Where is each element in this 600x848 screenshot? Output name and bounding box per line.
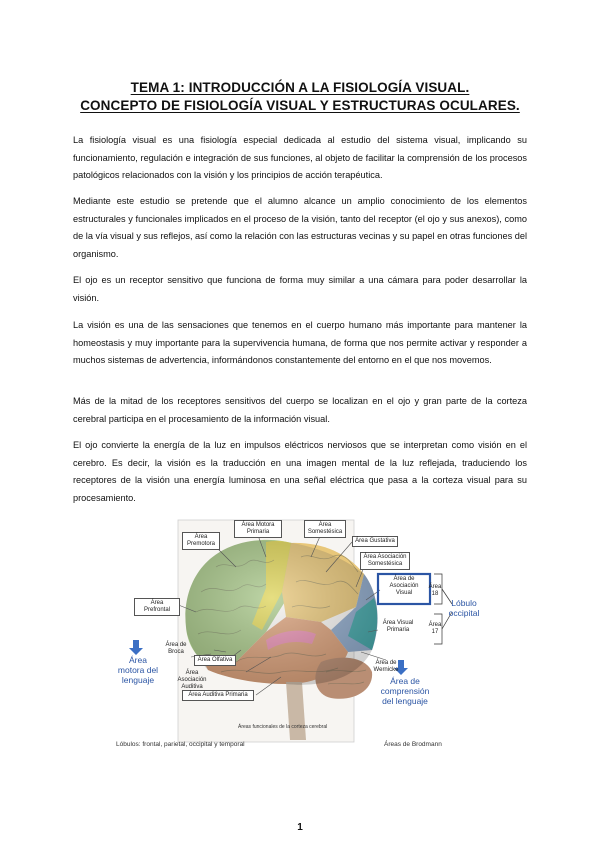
caption-brodmann: Áreas de Brodmann — [384, 741, 442, 748]
label-comprension-lenguaje: Área de comprensión del lenguaje — [380, 676, 430, 706]
label-olfativa: Área Olfativa — [194, 655, 236, 666]
label-auditiva-primaria: Área Auditiva Primaria — [182, 690, 254, 701]
label-lobulo-occipital: Lóbulo occipital — [448, 598, 480, 618]
label-asoc-somestesica: Área Asociación Somestésica — [360, 552, 410, 570]
paragraph-5: Más de la mitad de los receptores sensitivos del cuerpo se localizan en el ojo y gran parte de la corteza cerebral participa en el procesamiento de la información visual. — [73, 396, 527, 424]
paragraph-2: Mediante este estudio se pretende que el alumno alcance un amplio conocimiento de los elementos estructurales y funcionales implicados en el proceso de la visión, tanto del receptor (el ojo y sus anexos), como de la vía visual y sus reflejos, así como la relación con las estructuras vecinas y su papel en otras funciones del organismo. — [73, 196, 527, 259]
label-asoc-visual: Área de Asociación Visual — [389, 576, 419, 596]
label-wernicke: Área de Wernicke — [373, 660, 399, 673]
brain-figure — [116, 512, 486, 752]
title-line-2: CONCEPTO DE FISIOLOGÍA VISUAL Y ESTRUCTURAS OCULARES. — [80, 98, 520, 113]
label-gustativa: Área Gustativa — [352, 536, 398, 547]
caption-lobulos: Lóbulos: frontal, parietal, occipital y temporal — [116, 741, 245, 748]
paragraph-1: La fisiología visual es una fisiología especial dedicada al estudio del sistema visual, implicando su funcionamiento, regulación e integración de sus funciones, al objeto de facilitar la comprensión de los procesos patológicos relacionados con la visión y los principios de acción terapéutica. — [73, 135, 527, 181]
label-broca: Área de Broca — [165, 642, 187, 655]
label-somestesica: Área Somestésica — [304, 520, 346, 538]
arrow-motora-lenguaje — [129, 640, 143, 655]
paragraph-6: El ojo convierte la energía de la luz en impulsos eléctricos nerviosos que se interpretan como visión en el cerebro. Es decir, la visión es la traducción en una imagen mental de la luz reflejada, traduciendo los receptores de la visión una energía luminosa en una señal eléctrica que pasa a la corteza visual para su procesamiento. — [73, 440, 527, 503]
label-visual-primaria: Área Visual Primaria — [382, 620, 414, 633]
paragraph-4: La visión es una de las sensaciones que tenemos en el cuerpo humano más importante para mantener la homeostasis y muy importante para la supervivencia humana, de forma que nos permite activar y responder a muchos sistemas de advertencia, informándonos constantemente del entorno en el que nos movemos. — [73, 320, 527, 366]
label-motora-primaria: Área Motora Primaria — [234, 520, 282, 538]
label-motora-lenguaje: Área motora del lenguaje — [117, 655, 159, 685]
label-premotora: Área Premotora — [182, 532, 220, 550]
page-number: 1 — [297, 822, 303, 833]
caption-inner: Áreas funcionales de la corteza cerebral — [238, 724, 328, 730]
label-area-17: Área 17 — [428, 622, 442, 635]
label-asoc-auditiva: Área Asociación Auditiva — [177, 670, 207, 690]
paragraph-3: El ojo es un receptor sensitivo que funciona de forma muy similar a una cámara para poder desarrollar la visión. — [73, 275, 527, 303]
label-prefrontal: Área Prefrontal — [134, 598, 180, 616]
title-line-1: TEMA 1: INTRODUCCIÓN A LA FISIOLOGÍA VISUAL. — [130, 80, 470, 95]
label-area-18: Área 18 — [428, 584, 442, 597]
